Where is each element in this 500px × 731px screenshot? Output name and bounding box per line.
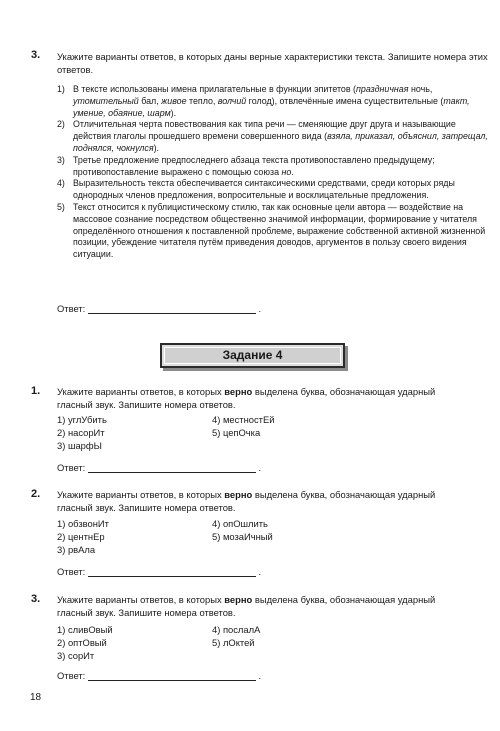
option: 5) цепОчка bbox=[212, 427, 261, 438]
option: 2) насорИт bbox=[57, 427, 105, 438]
option: 4) послалА bbox=[212, 624, 261, 635]
task-question-line: Укажите варианты ответов, в которых верно выделена буква, обозначающая ударный bbox=[57, 489, 436, 500]
task-question-line: гласный звук. Запишите номера ответов. bbox=[57, 607, 236, 618]
answer-option bbox=[57, 119, 494, 154]
option: 1) сливОвый bbox=[57, 624, 113, 635]
answer-label: Ответ: bbox=[57, 462, 86, 473]
answer-end: . bbox=[258, 670, 262, 681]
task-question bbox=[57, 385, 497, 411]
answer-row bbox=[57, 566, 261, 577]
answer-end: . bbox=[258, 462, 262, 473]
option: 5) лОктей bbox=[212, 637, 255, 648]
task-number: 2. bbox=[31, 488, 41, 500]
option: 3) рвАла bbox=[57, 544, 96, 555]
task-question-line: Укажите варианты ответов, в которых верно выделена буква, обозначающая ударный bbox=[57, 386, 436, 397]
section-banner bbox=[160, 343, 345, 368]
section-title: Задание 4 bbox=[164, 347, 341, 364]
answer-option bbox=[57, 178, 494, 202]
task-question: Укажите варианты ответов, в которых даны верные характеристики текста. Запишите номера этих ответов. bbox=[57, 51, 488, 75]
option: 5) мозаИчный bbox=[212, 531, 273, 542]
page-number: 18 bbox=[30, 692, 42, 703]
task-number: 3. bbox=[31, 593, 41, 605]
answer-option-text: Отличительная черта повествования как типа речи — сменяющие друг друга и называющие действия глаголы прошедшего времени совершенного вида (взяла, приказал, объяснил, затрещал, поднялся, чокнулся). bbox=[73, 119, 488, 153]
answer-option-text: В тексте использованы имена прилагательные в функции эпитетов (праздничная ночь, утомительный бал, живое тепло, волчий голод), отвлечённые имена существительные (такт, умение, обаяние, шарм). bbox=[73, 84, 470, 118]
option: 1) углУбить bbox=[57, 414, 107, 425]
answer-option-number: 1) bbox=[57, 84, 65, 94]
answer-label: Ответ: bbox=[57, 566, 86, 577]
task-question bbox=[57, 593, 497, 619]
task-number: 1. bbox=[31, 385, 41, 397]
answer-field[interactable] bbox=[88, 463, 256, 473]
option: 1) обзвонИт bbox=[57, 518, 109, 529]
answer-row bbox=[57, 303, 261, 314]
answer-option-number: 5) bbox=[57, 201, 65, 212]
answer-label: Ответ: bbox=[57, 303, 86, 314]
option: 3) сорИт bbox=[57, 650, 95, 661]
answer-option-text: Текст относится к публицистическому стилю, так как основные цели автора — воздействие на массовое сознание посредством общественно значимой информации, формирование у читателя определённого отношения к поставленной проблеме, выражение собственной активной жизненной позиции, убеждение читателя путём приведения доводов, аргументов в пользу своего видения ситуации. bbox=[73, 201, 486, 260]
option: 2) центнЕр bbox=[57, 531, 105, 542]
answer-field[interactable] bbox=[88, 671, 256, 681]
answer-field[interactable] bbox=[88, 304, 256, 314]
answer-end: . bbox=[258, 566, 262, 577]
answer-option-text: Выразительность текста обеспечивается синтаксическими средствами, среди которых ряды однородных членов предложения, вопросительные и восклицательные предложения. bbox=[73, 178, 455, 201]
answer-option bbox=[57, 202, 494, 261]
answer-option-number: 2) bbox=[57, 119, 65, 130]
option: 4) опОшлить bbox=[212, 518, 268, 529]
answer-option-text: Третье предложение предпоследнего абзаца текста противопоставлено предыдущему; противопоставление выражено с помощью союза но. bbox=[73, 154, 435, 177]
task-question-line: гласный звук. Запишите номера ответов. bbox=[57, 502, 236, 513]
answer-options-list bbox=[57, 84, 494, 261]
answer-field[interactable] bbox=[88, 567, 256, 577]
task-question-line: гласный звук. Запишите номера ответов. bbox=[57, 399, 236, 410]
answer-option bbox=[57, 155, 494, 179]
answer-option-number: 3) bbox=[57, 154, 65, 165]
task-number: 3. bbox=[31, 49, 41, 61]
answer-end: . bbox=[258, 303, 262, 314]
answer-option bbox=[57, 84, 494, 119]
task-question bbox=[57, 488, 497, 514]
option: 3) шарфЫ bbox=[57, 440, 102, 451]
answer-option-number: 4) bbox=[57, 178, 65, 189]
answer-label: Ответ: bbox=[57, 670, 86, 681]
option: 4) местностЕй bbox=[212, 414, 275, 425]
answer-row bbox=[57, 462, 261, 473]
answer-row bbox=[57, 670, 261, 681]
option: 2) оптОвый bbox=[57, 637, 107, 648]
task-question-line: Укажите варианты ответов, в которых верно выделена буква, обозначающая ударный bbox=[57, 594, 436, 605]
